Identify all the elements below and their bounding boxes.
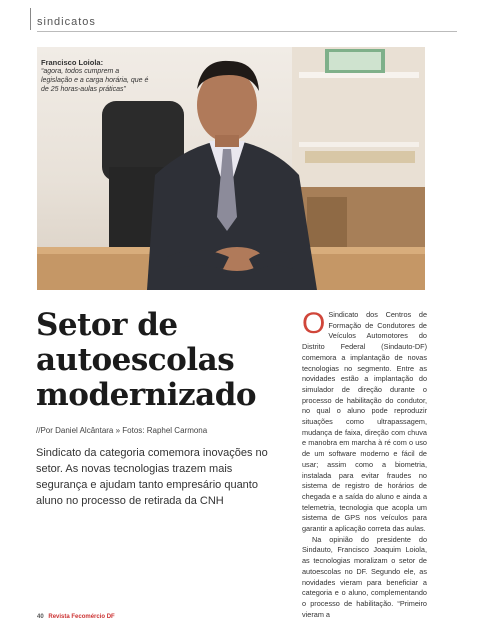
article-body	[302, 307, 427, 620]
article-byline: //Por Daniel Alcântara » Fotos: Raphel Carmona	[36, 426, 208, 435]
article-lede: Sindicato da categoria comemora inovações no setor. As novas tecnologias trazem mais segurança e ajudam tanto empresário quanto aluno no processo de retirada da CNH	[36, 447, 268, 507]
caption-name: Francisco Loiola:	[41, 58, 104, 67]
headline-line-1: Setor de	[36, 307, 178, 343]
page-number: 40	[37, 614, 44, 620]
headline-line-2: autoescolas	[36, 342, 235, 378]
photo-caption	[41, 58, 151, 94]
body-paragraph-2: Na opinião do presidente do Sindauto, Francisco Joaquim Loiola, as tecnologias moralizam o setor de autoescolas no DF. Segundo ele, as novidades vieram para beneficiar a categoria e o aluno, complementando o processo de habilitação. “Primeiro vieram a	[302, 534, 427, 619]
section-divider	[37, 31, 457, 32]
headline-line-3: modernizado	[36, 377, 257, 413]
page-footer	[37, 614, 115, 620]
drop-cap: O	[302, 307, 326, 340]
paragraph-1-text: Sindicato dos Centros de Formação de Condutores de Veículos Automotores do Distrito Federal (Sindauto-DF) comemora a implantação de novas tecnologias no segmento. Entre as novidades estão a implantação do simulador de direção durante o processo de habilitação do condutor, no qual o aluno pode reproduzir situações como ultrapassagem, mudança de faixa, direção com chuva e manobra em marcha à ré com o uso de um software moderno e fácil de usar; assim como a biometria, instalada para evitar fraudes no sistema de registro de horários de chegada e a saída do aluno e ainda a telemetria, tecnologia que acopla um sistema de GPS nos veículos para garantir a aplicação correta das aulas.	[302, 310, 427, 534]
magazine-brand: Revista Fecomércio DF	[48, 614, 115, 620]
body-paragraph-1	[302, 307, 427, 535]
section-label: sindicatos	[37, 16, 96, 28]
article-headline	[36, 308, 286, 413]
caption-quote: “agora, todos cumprem a legislação e a carga horária, que é de 25 horas-aulas práticas”	[41, 68, 149, 93]
section-marker	[30, 8, 31, 30]
